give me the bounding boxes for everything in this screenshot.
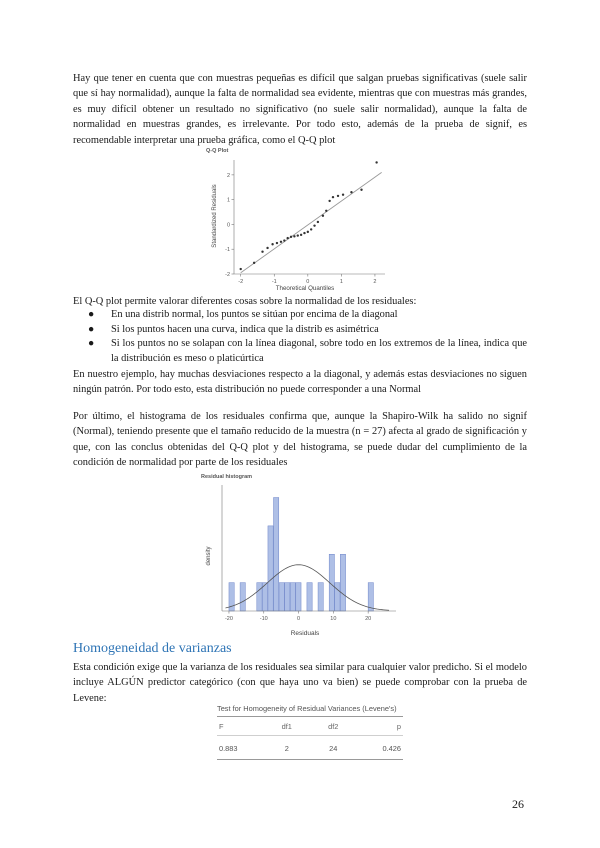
qq-y-tick-label: 1 [226,197,230,204]
levene-header-row [217,717,403,736]
histogram-bar [279,583,284,611]
qq-point [297,234,299,236]
histogram-x-tick-label: 20 [365,616,372,622]
histogram-y-label: density [206,546,212,566]
qq-point [332,196,334,198]
levene-value-cell: 0.426 [357,736,404,760]
qq-point [350,191,352,193]
residual-histogram-figure [196,471,408,641]
histogram-title: Residual histogram [201,474,253,480]
qq-point [310,228,312,230]
levene-table [217,704,403,760]
qq-bullet-list [73,308,527,366]
histogram-x-tick-label: -10 [259,616,268,622]
histogram-bar [307,583,312,611]
qq-x-tick-label: 0 [306,279,310,285]
histogram-bar [340,554,345,611]
section-heading-homogeneity: Homogeneidad de varianzas [73,641,232,656]
qq-point [280,241,282,243]
qq-point [325,210,327,212]
qq-y-label: Standardized Residuals [212,184,218,248]
qq-y-tick-label: -1 [225,247,230,254]
qq-reference-line [241,172,382,272]
levene-value-cell: 24 [310,736,357,760]
bullet-marker: ● [88,338,95,349]
histogram-x-label: Residuals [290,630,320,637]
histogram-bar [240,583,245,611]
bullet-text: Si los puntos no se solapan con la línea diagonal, sobre todo en los extremos de la línea, indica que la distribución es meso o platicúrtica [111,338,527,364]
qq-point [360,189,362,191]
qq-point [266,247,268,249]
qq-point [307,231,309,233]
levene-value-row [217,736,403,760]
levene-value-cell: 0.883 [217,736,264,760]
qq-point [317,221,319,223]
qq-point [342,193,344,195]
page-number: 26 [512,797,524,811]
histogram-x-tick-label: 0 [297,616,301,622]
qq-x-tick-label: 1 [339,279,343,285]
paragraph-qq-intro: Hay que tener en cuenta que con muestras pequeñas es difícil que salgan pruebas significativas (suele salir que sí hay normalidad), aunque la falta de normalidad sea evidente, mientras que con muestras más grandes, es muy difícil obtener un resultado no significativo (no suele salir normalidad), aunque la falta de normalidad en muestras grandes, es irrelevante. Por todo esto, además de la prueba de signif, es recomendable interpretar una prueba gráfica, como el Q-Q plot [73,73,527,146]
qq-plot-title: Q-Q Plot [206,148,229,154]
levene-value-cell: 2 [264,736,311,760]
bullet-text: En una distrib normal, los puntos se sitúan por encima de la diagonal [111,309,398,320]
qq-point [313,224,315,226]
levene-header-cell: df2 [310,717,357,736]
bullet-item [73,308,527,323]
qq-point [375,161,377,163]
histogram-bar [274,498,279,611]
histogram-bar [318,583,323,611]
paragraph-qq-example: En nuestro ejemplo, hay muchas desviaciones respecto a la diagonal, y además estas desviaciones no siguen ningún patrón. Por todo esto, esta distribución no puede corresponder a una Normal [73,369,527,396]
histogram-x-tick-label: 10 [330,616,337,622]
qq-y-tick-label: 0 [226,222,230,229]
qq-x-tick-label: -1 [271,279,277,285]
bullet-item [73,323,527,338]
qq-point [322,215,324,217]
qq-point [328,200,330,202]
qq-point [271,243,273,245]
paragraph-histogram: Por último, el histograma de los residuales confirma que, aunque la Shapiro-Wilk ha salido no signif (Normal), teniendo presente que el tamaño reducido de la muestra (n = 27) afecta al grado de significación y que, con las conclus obtenidas del Q-Q plot y del histograma, se puede dudar del cumplimiento de la condición de normalidad por parte de los residuales [73,411,527,469]
histogram-bar [285,583,290,611]
qq-x-tick-label: 2 [373,279,377,285]
qq-point [293,235,295,237]
histogram-bar [296,583,301,611]
qq-point [286,237,288,239]
qq-point [261,250,263,252]
levene-header-cell: p [357,717,404,736]
qq-y-tick-label: 2 [226,172,230,179]
qq-x-tick-label: -2 [238,279,244,285]
bullet-text: Si los puntos hacen una curva, indica que la distrib es asimétrica [111,323,379,335]
levene-header-cell: F [217,717,264,736]
histogram-bar [257,583,262,611]
bullet-marker: ● [88,309,95,320]
histogram-x-tick-label: -20 [224,616,233,622]
qq-point [276,242,278,244]
qq-y-tick-label: -2 [225,272,230,278]
qq-plot-figure [200,144,390,294]
qq-point [300,234,302,236]
qq-point [253,262,255,264]
bullet-marker: ● [88,323,95,335]
levene-header-cell: df1 [264,717,311,736]
histogram-bar [368,583,373,611]
paragraph-levene-intro: Esta condición exige que la varianza de los residuales sea similar para cualquier valor predicho. Si el modelo incluye ALGÚN predictor categórico (con que haya uno va bien) se puede comprobar con la prueba de Levene: [73,662,527,704]
paragraph-qq-description: El Q-Q plot permite valorar diferentes cosas sobre la normalidad de los residuales: [73,296,417,307]
qq-point [283,239,285,241]
qq-point [337,195,339,197]
qq-x-label: Theoretical Quantiles [275,285,335,292]
qq-point [240,268,242,270]
qq-point [290,236,292,238]
histogram-bar [335,583,340,611]
levene-table-title: Test for Homogeneity of Residual Variances (Levene's) [217,704,403,717]
histogram-bar [290,583,295,611]
bullet-item [73,337,527,366]
histogram-bar [268,526,273,611]
qq-point [303,232,305,234]
